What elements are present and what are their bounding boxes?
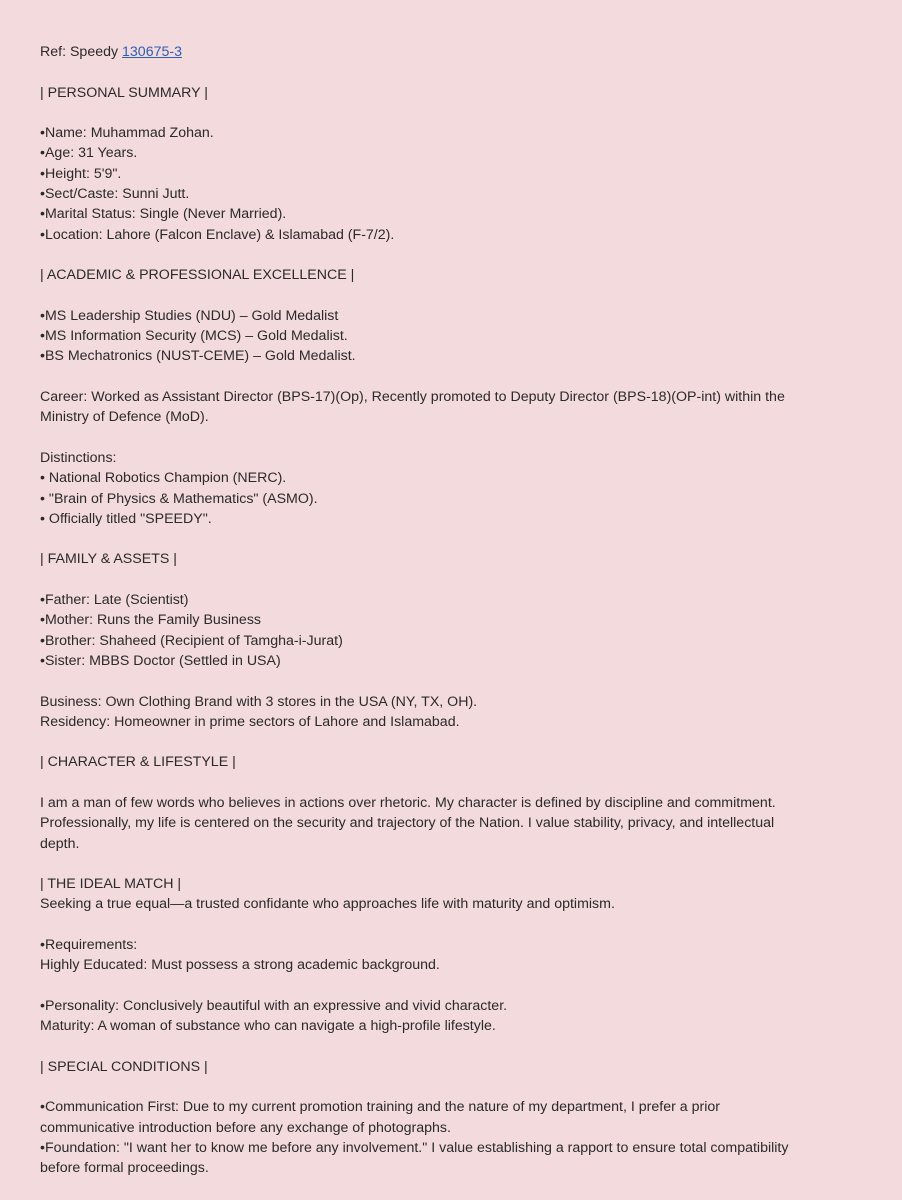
communication-line-2: communicative introduction before any exchange of photographs.	[40, 1119, 451, 1136]
personal-item-age: •Age: 31 Years.	[40, 145, 138, 162]
spacer	[40, 671, 870, 691]
ideal-match-intro: Seeking a true equal—a trusted confidante who approaches life with maturity and optimism.	[40, 896, 615, 913]
distinction-item-robotics: • National Robotics Champion (NERC).	[40, 470, 287, 487]
requirement-education: Highly Educated: Must possess a strong academic background.	[40, 957, 440, 974]
distinctions-label: Distinctions:	[40, 449, 117, 466]
character-line-3: depth.	[40, 835, 80, 852]
spacer	[40, 773, 870, 793]
character-line-1: I am a man of few words who believes in actions over rhetoric. My character is defined by discipline and commitment.	[40, 794, 776, 811]
spacer	[40, 103, 870, 123]
requirements-label: •Requirements:	[40, 937, 138, 954]
distinction-item-physics: • "Brain of Physics & Mathematics" (ASMO).	[40, 490, 318, 507]
family-item-father: •Father: Late (Scientist)	[40, 592, 189, 609]
spacer	[40, 915, 870, 935]
career-line-2: Ministry of Defence (MoD).	[40, 409, 209, 426]
spacer	[40, 367, 870, 387]
business-line: Business: Own Clothing Brand with 3 stores in the USA (NY, TX, OH).	[40, 693, 478, 710]
family-item-sister: •Sister: MBBS Doctor (Settled in USA)	[40, 652, 281, 669]
family-heading: | FAMILY & ASSETS |	[40, 551, 177, 568]
residency-line: Residency: Homeowner in prime sectors of Lahore and Islamabad.	[40, 713, 460, 730]
spacer	[40, 1077, 870, 1097]
spacer	[40, 732, 870, 752]
spacer	[40, 245, 870, 265]
personal-item-sect: •Sect/Caste: Sunni Jutt.	[40, 186, 190, 203]
ideal-match-heading: | THE IDEAL MATCH |	[40, 876, 182, 893]
character-line-2: Professionally, my life is centered on the security and trajectory of the Nation. I value stability, privacy, and intellectual	[40, 815, 775, 832]
distinction-item-speedy: • Officially titled "SPEEDY".	[40, 510, 212, 527]
foundation-line-2: before formal proceedings.	[40, 1160, 209, 1177]
requirement-maturity: Maturity: A woman of substance who can navigate a high-profile lifestyle.	[40, 1018, 496, 1035]
personal-summary-heading: | PERSONAL SUMMARY |	[40, 84, 208, 101]
family-item-brother: •Brother: Shaheed (Recipient of Tamgha-i-Jurat)	[40, 632, 343, 649]
foundation-line-1: •Foundation: "I want her to know me before any involvement." I value establishing a rapport to ensure total compatibility	[40, 1140, 789, 1157]
personal-item-name: •Name: Muhammad Zohan.	[40, 125, 214, 142]
reference-code-link[interactable]: 130675-3	[122, 44, 182, 60]
academic-item-ms-infosec: •MS Information Security (MCS) – Gold Medalist.	[40, 328, 348, 345]
spacer	[40, 854, 870, 874]
career-line-1: Career: Worked as Assistant Director (BPS-17)(Op), Recently promoted to Deputy Director (BPS-18)(OP-int) within the	[40, 389, 785, 406]
requirement-personality: •Personality: Conclusively beautiful with an expressive and vivid character.	[40, 997, 508, 1014]
personal-item-marital-status: •Marital Status: Single (Never Married).	[40, 206, 287, 223]
family-item-mother: •Mother: Runs the Family Business	[40, 612, 262, 629]
personal-item-location: •Location: Lahore (Falcon Enclave) & Islamabad (F-7/2).	[40, 226, 395, 243]
document-body	[40, 42, 870, 1179]
spacer	[40, 1037, 870, 1057]
special-conditions-heading: | SPECIAL CONDITIONS |	[40, 1058, 208, 1075]
personal-item-height: •Height: 5'9".	[40, 165, 122, 182]
academic-heading: | ACADEMIC & PROFESSIONAL EXCELLENCE |	[40, 267, 355, 284]
spacer	[40, 529, 870, 549]
spacer	[40, 570, 870, 590]
spacer	[40, 62, 870, 82]
spacer	[40, 428, 870, 448]
reference-prefix: Ref: Speedy	[40, 44, 123, 60]
academic-item-ms-leadership: •MS Leadership Studies (NDU) – Gold Medalist	[40, 307, 339, 324]
spacer	[40, 976, 870, 996]
communication-line-1: •Communication First: Due to my current promotion training and the nature of my department, I prefer a prior	[40, 1099, 720, 1116]
character-heading: | CHARACTER & LIFESTYLE |	[40, 754, 236, 771]
academic-item-bs-mechatronics: •BS Mechatronics (NUST-CEME) – Gold Medalist.	[40, 348, 356, 365]
reference-line	[40, 42, 870, 62]
spacer	[40, 286, 870, 306]
